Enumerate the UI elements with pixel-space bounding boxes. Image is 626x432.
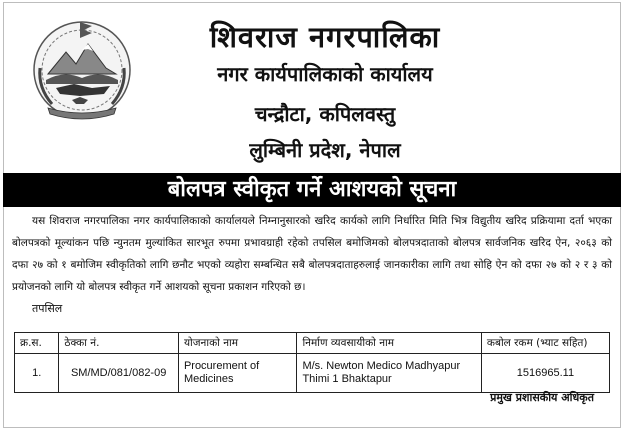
province-country: लुम्बिनी प्रदेश, नेपाल bbox=[249, 138, 401, 162]
notice-body: यस शिवराज नगरपालिका नगर कार्यपालिकाको कार्यालयले निम्नानुसारको खरिद कार्यको लागि निर्धारित मिति भित्र विद्युतीय खरिद प्रक्रियामा दर्ता भएका बोलपत्रको मूल्यांकन पछि न्युनतम मुल्यांकित सारभूत रुपमा प्रभावग्राही रहेको तपसिल बमोजिमको बोलपत्रदाताको बोलपत्र सार्वजनिक खरिद ऐन, २०६३ को दफा २७ को १ बमोजिम स्वीकृतिको लागि छनौट भएको व्यहोरा सम्बन्धित सबै बोलपत्रदाताहरुलाई जानकारीका लागि तथा सोहि ऐन को दफा २७ को २ र ३ को प्रयोजनको लागि यो बोलपत्र स्वीकृत गर्ने आशयको सूचना प्रकाशन गरिएको छ। bbox=[12, 215, 612, 293]
cell-project-name: Procurement of Medicines bbox=[178, 354, 297, 393]
details-label: तपसिल bbox=[32, 302, 63, 315]
notice-title: बोलपत्र स्वीकृत गर्ने आशयको सूचना bbox=[3, 173, 621, 207]
col-header-contract-no: ठेक्का नं. bbox=[59, 333, 179, 354]
col-header-project-name: योजनाको नाम bbox=[178, 333, 297, 354]
office-location: चन्द्रौटा, कपिलवस्तु bbox=[254, 102, 396, 126]
cell-serial: 1. bbox=[15, 354, 59, 393]
col-header-contractor: निर्माण व्यवसायीको नाम bbox=[297, 333, 481, 354]
cell-contractor: M/s. Newton Medico Madhyapur Thimi 1 Bhaktapur bbox=[297, 354, 481, 393]
cell-contract-no: SM/MD/081/082-09 bbox=[59, 354, 179, 393]
col-header-serial: क्र.स. bbox=[15, 333, 59, 354]
office-name: नगर कार्यपालिकाको कार्यालय bbox=[217, 62, 433, 86]
nepal-emblem-icon bbox=[30, 18, 134, 122]
col-header-bid-amount: कबोल रकम (भ्याट सहित) bbox=[481, 333, 609, 354]
cell-bid-amount: 1516965.11 bbox=[481, 354, 609, 393]
table-header-row bbox=[15, 333, 610, 354]
municipality-name: शिवराज नगरपालिका bbox=[209, 20, 441, 54]
award-table bbox=[14, 332, 610, 393]
table-row bbox=[15, 354, 610, 393]
signatory-title: प्रमुख प्रशासकीय अधिकृत bbox=[490, 391, 594, 404]
